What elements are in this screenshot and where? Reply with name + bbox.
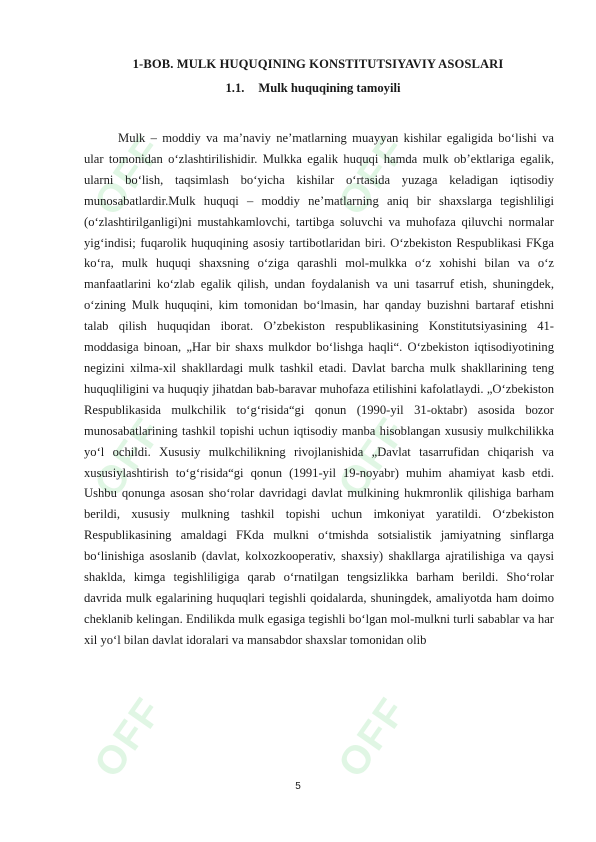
section-title-text: Mulk huquqining tamoyili: [258, 81, 401, 95]
chapter-title: 1-BOB. MULK HUQUQINING KONSTITUTSIYAVIY ASOSLARI: [132, 57, 504, 71]
page-number: 5: [295, 781, 301, 792]
section-number: 1.1.: [225, 81, 245, 95]
watermark: OFF: [330, 409, 416, 506]
body-paragraph: Mulk – moddiy va ma’naviy ne’matlarning muayyan kishilar egaligida bo‘lishi va ular tomonidan o‘zlashtirilishidir. Mulkka egalik huquqi hamda mulk ob’ektlariga egalik, ularni bo‘lish, taqsimlash bo‘yicha kishilar o‘rtasida yuzaga keladigan iqtisodiy munosabatlardir.Mulk huquqi – moddiy ne’matlarning aniq bir shaxslarga tegishliligi (o‘zlashtirilganligi)ni mustahkamlovchi, tartibga soluvchi va muhofaza qiluvchi normalar yig‘indisi; fuqarolik huquqining asosiy tartibotlaridan biri. O‘zbekiston Respublikasi FKga ko‘ra, mulk huquqi shaxsning o‘ziga qarashli mol-mulkka o‘z xohishi bilan va o‘z manfaatlarini ko‘zlab egalik qilish, undan foydalanish va uni tasarruf etish, shuningdek, o‘zining Mulk huquqini, kim tomonidan bo‘lmasin, har qanday buzishni bartaraf etishni talab qilish huquqidan iborat. O’zbekiston respublikasining Konstitutsiyasining 41-moddasiga binoan, „Har bir shaxs mulkdor bo‘lishga haqli“. O‘zbekiston iqtisodiyotining negizini xilma-xil shakllardagi mulk tashkil etadi. Davlat barcha mulk shakllarining teng huquqliligini va huquqiy jihatdan bab-baravar muhofaza etilishini kafolatlaydi. „O‘zbekiston Respublikasida mulkchilik to‘g‘risida“gi qonun (1990-yil 31-oktabr) asosida bozor munosabatlarining tashkil topishi uchun iqtisodiy manba hisoblangan xususiy mulkchilikka yo‘l ochildi. Xususiy mulkchilikning rivojlanishida „Davlat tasarrufidan chiqarish va xususiylashtirish to‘g‘risida“gi qonun (1991-yil 19-noyabr) muhim ahamiyat kasb etdi. Ushbu qonunga asosan sho‘rolar davridagi davlat mulkining hukmronlik qilishiga barham berildi, xususiy mulkning tashkil topishi uchun imkoniyat yaratildi. O‘zbekiston Respublikasining amaldagi FKda mulkni o‘tmishda sotsialistik jamiyatning sinflarga bo‘linishiga asoslanib (davlat, kolxozkooperativ, shaxsiy) shakllarga ajratilishiga va qaysi shaklda, kimga tegishliligiga qarab o‘rnatilgan tengsizlikka barham berildi. Sho‘rolar davrida mulk egalarining huquqlari tegishli qoidalarda, shuningdek, amaliyotda ham doimo cheklanib kelingan. Endilikda mulk egasiga tegishli bo‘lgan mol-mulkni turli sabablar va har xil yo‘l bilan davlat idoralari va mansabdor shaxslar tomonidan olib: [84, 131, 554, 647]
watermark: OFF: [330, 127, 416, 224]
watermark: OFF: [86, 689, 172, 786]
watermark: OFF: [86, 409, 172, 506]
watermark: OFF: [330, 689, 416, 786]
watermark: OFF: [86, 127, 172, 224]
section-title: [0, 81, 596, 96]
